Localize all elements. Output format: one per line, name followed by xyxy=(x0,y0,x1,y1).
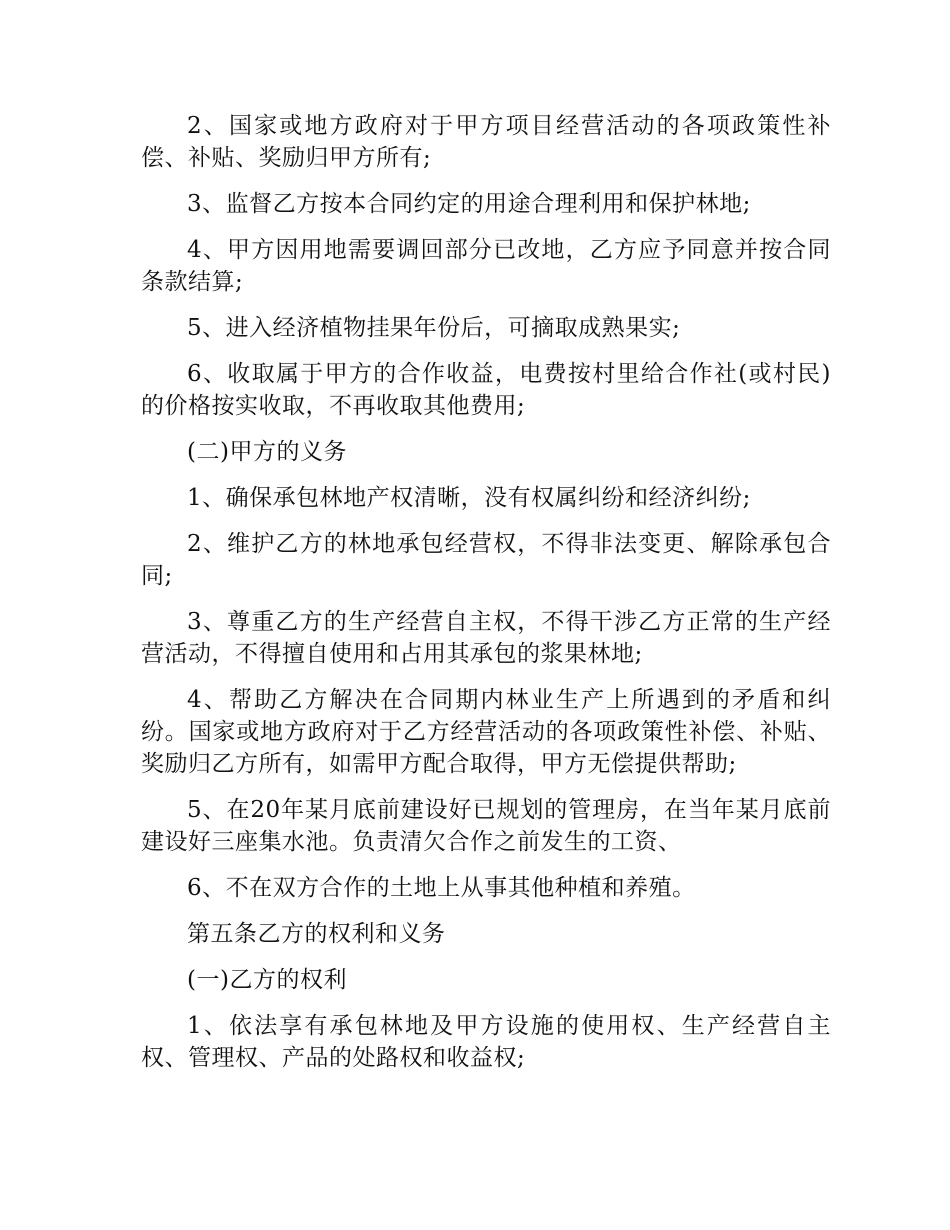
paragraph-party-b-right-1: 1、依法享有承包林地及甲方设施的使用权、生产经营自主权、管理权、产品的处路权和收益权; xyxy=(141,1013,831,1071)
paragraph-party-a-right-3: 3、监督乙方按本合同约定的用途合理利用和保护林地; xyxy=(187,191,751,217)
paragraph-party-a-right-6: 6、收取属于甲方的合作收益，电费按村里给合作社(或村民)的价格按实收取，不再收取其他费用; xyxy=(141,361,831,419)
paragraph-party-a-right-4: 4、甲方因用地需要调回部分已改地，乙方应予同意并按合同条款结算; xyxy=(141,237,831,295)
paragraph-party-a-right-2: 2、国家或地方政府对于甲方项目经营活动的各项政策性补偿、补贴、奖励归甲方所有; xyxy=(141,113,831,171)
article-heading-party-b: 第五条乙方的权利和义务 xyxy=(187,921,446,947)
paragraph-party-a-obligation-3: 3、尊重乙方的生产经营自主权，不得干涉乙方正常的生产经营活动，不得擅自使用和占用其承包的浆果林地; xyxy=(141,609,831,667)
paragraph-party-a-obligation-2: 2、维护乙方的林地承包经营权，不得非法变更、解除承包合同; xyxy=(141,531,831,589)
contract-text-body xyxy=(141,110,831,1088)
section-heading-party-a-obligations: (二)甲方的义务 xyxy=(187,439,347,465)
paragraph-party-a-obligation-6: 6、不在双方合作的土地上从事其他种植和养殖。 xyxy=(187,875,696,901)
paragraph-party-a-obligation-5: 5、在20年某月底前建设好已规划的管理房，在当年某月底前建设好三座集水池。负责清欠合作之前发生的工资、 xyxy=(141,797,831,855)
paragraph-party-a-obligation-1: 1、确保承包林地产权清晰，没有权属纠纷和经济纠纷; xyxy=(187,485,751,511)
paragraph-party-a-obligation-4: 4、帮助乙方解决在合同期内林业生产上所遇到的矛盾和纠纷。国家或地方政府对于乙方经营活动的各项政策性补偿、补贴、奖励归乙方所有，如需甲方配合取得，甲方无偿提供帮助; xyxy=(141,687,831,777)
section-heading-party-b-rights: (一)乙方的权利 xyxy=(187,967,347,993)
paragraph-party-a-right-5: 5、进入经济植物挂果年份后，可摘取成熟果实; xyxy=(187,315,681,341)
